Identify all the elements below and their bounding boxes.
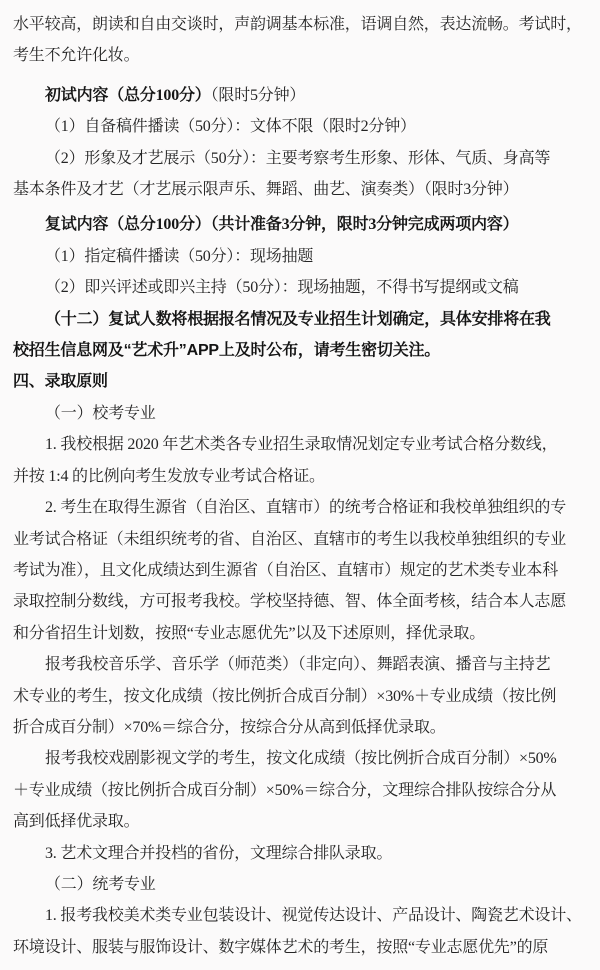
first-round-heading-time-note: （限时5分钟）	[210, 86, 306, 104]
drama-major-formula-line-1: 报考我校戏剧影视文学的考生，按文化成绩（按比例折合成百分制）×50%	[45, 750, 557, 768]
school-exam-rule-2-line-5: 和分省招生计划数，按照“专业志愿优先”以及下述原则，择优录取。	[13, 624, 486, 642]
school-exam-rule-2-line-3: 考试为准），且文化成绩达到生源省（自治区、直辖市）规定的艺术类专业本科	[13, 561, 559, 579]
first-round-heading-bold: 初试内容（总分100分）	[45, 86, 211, 104]
subsection-two-unified-exam: （二）统考专业	[45, 875, 156, 893]
second-round-item-1: （1）指定稿件播读（50分）：现场抽题	[45, 247, 314, 265]
school-exam-rule-1-line-2: 并按 1:4 的比例向考生发放专业考试合格证。	[13, 467, 325, 485]
school-exam-rule-2-line-2: 业考试合格证（未组织统考的省、自治区、直辖市的考生以我校单独组织的专业	[13, 530, 567, 548]
section-four-heading: 四、录取原则	[13, 373, 108, 391]
music-majors-formula-line-2: 术专业的考生，按文化成绩（按比例折合成百分制）×30%＋专业成绩（按比例	[13, 687, 557, 705]
second-round-heading: 复试内容（总分100分）（共计准备3分钟，限时3分钟完成两项内容）	[45, 216, 519, 234]
music-majors-formula-line-1: 报考我校音乐学、音乐学（师范类）（非定向）、舞蹈表演、播音与主持艺	[45, 656, 551, 674]
drama-major-formula-line-2: ＋专业成绩（按比例折合成百分制）×50%＝综合分，文理综合排队按综合分从	[13, 781, 557, 799]
unified-exam-rule-1-line-2: 环境设计、服装与服饰设计、数字媒体艺术的考生，按照“专业志愿优先”的原	[13, 938, 549, 956]
school-exam-rule-1-line-1: 1. 我校根据 2020 年艺术类各专业招生录取情况划定专业考试合格分数线，	[45, 436, 558, 454]
intro-line-1: 水平较高，朗读和自由交谈时，声韵调基本标准，语调自然，表达流畅。考试时，	[13, 16, 582, 33]
school-exam-rule-2-line-1: 2. 考生在取得生源省（自治区、直辖市）的统考合格证和我校单独组织的专	[45, 499, 567, 517]
subsection-one-school-exam: （一）校考专业	[45, 404, 156, 422]
music-majors-formula-line-3: 折合成百分制）×70%＝综合分，按综合分从高到低择优录取。	[13, 718, 446, 736]
unified-exam-rule-1-line-1: 1. 报考我校美术类专业包装设计、视觉传达设计、产品设计、陶瓷艺术设计、	[45, 907, 582, 925]
intro-line-2: 考生不允许化妆。	[13, 47, 140, 65]
note-twelve-line-2: 校招生信息网及“艺术升”APP上及时公布，请考生密切关注。	[13, 342, 441, 360]
note-twelve-line-1: （十二）复试人数将根据报名情况及专业招生计划确定，具体安排将在我	[45, 310, 551, 328]
second-round-item-2: （2）即兴评述或即兴主持（50分）：现场抽题，不得书写提纲或文稿	[45, 279, 519, 297]
first-round-item-2-line-1: （2）形象及才艺展示（50分）：主要考察考生形象、形体、气质、身高等	[45, 149, 551, 167]
first-round-item-2-line-2: 基本条件及才艺（才艺展示限声乐、舞蹈、曲艺、演奏类）（限时3分钟）	[13, 181, 519, 199]
first-round-item-1: （1）自备稿件播读（50分）：文体不限（限时2分钟）	[45, 118, 416, 136]
first-round-heading	[13, 80, 589, 111]
drama-major-formula-line-3: 高到低择优录取。	[13, 813, 140, 831]
school-exam-rule-2-line-4: 录取控制分数线，方可报考我校。学校坚持德、智、体全面考核，结合本人志愿	[13, 593, 567, 611]
school-exam-rule-3: 3. 艺术文理合并投档的省份，文理综合排队录取。	[45, 844, 393, 862]
